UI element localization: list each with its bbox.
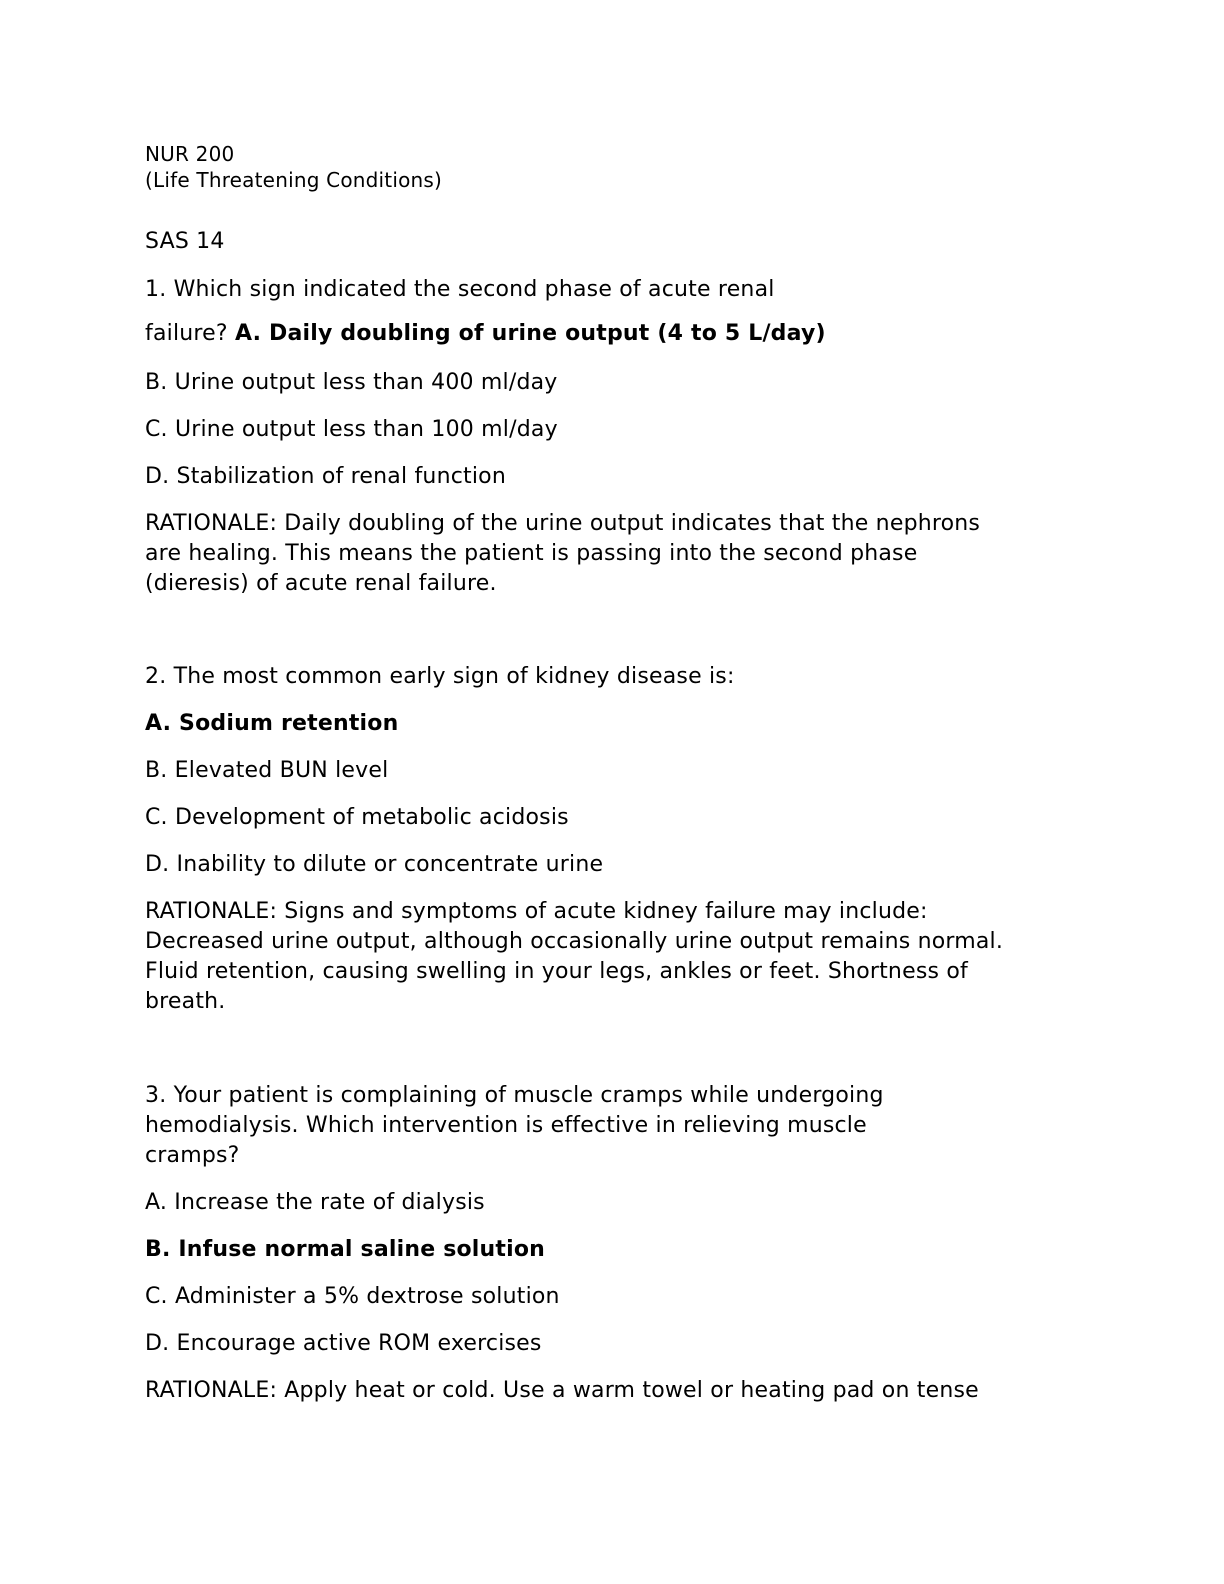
q1-option-d: D. Stabilization of renal function	[145, 464, 506, 489]
q1-option-c: C. Urine output less than 100 ml/day	[145, 417, 558, 442]
q1-rationale-line3: (dieresis) of acute renal failure.	[145, 571, 497, 596]
q2-rationale-line1: RATIONALE: Signs and symptoms of acute kidney failure may include:	[145, 899, 928, 924]
q1-option-a-answer: A. Daily doubling of urine output (4 to 5 L/day)	[234, 321, 826, 346]
q1-option-b: B. Urine output less than 400 ml/day	[145, 370, 558, 395]
q1-stem-line2	[145, 319, 826, 349]
q1-rationale-line1: RATIONALE: Daily doubling of the urine output indicates that the nephrons	[145, 511, 981, 536]
q2-option-d: D. Inability to dilute or concentrate urine	[145, 852, 604, 877]
q3-stem-line1: 3. Your patient is complaining of muscle cramps while undergoing	[145, 1083, 884, 1108]
q3-rationale-line1: RATIONALE: Apply heat or cold. Use a warm towel or heating pad on tense	[145, 1378, 979, 1403]
q1-stem-continuation: failure?	[145, 321, 235, 346]
q2-stem: 2. The most common early sign of kidney disease is:	[145, 664, 735, 689]
sas-number: SAS 14	[145, 229, 225, 254]
q3-option-c: C. Administer a 5% dextrose solution	[145, 1284, 560, 1309]
q3-option-b-answer: B. Infuse normal saline solution	[145, 1237, 546, 1262]
q2-option-a-answer: A. Sodium retention	[145, 711, 399, 736]
q3-stem-line2: hemodialysis. Which intervention is effective in relieving muscle	[145, 1113, 867, 1138]
q2-option-b: B. Elevated BUN level	[145, 758, 389, 783]
course-subtitle: (Life Threatening Conditions)	[145, 168, 443, 192]
q1-stem-line1: 1. Which sign indicated the second phase of acute renal	[145, 277, 775, 302]
q2-option-c: C. Development of metabolic acidosis	[145, 805, 569, 830]
q2-rationale-line3: Fluid retention, causing swelling in your legs, ankles or feet. Shortness of	[145, 959, 968, 984]
q3-option-a: A. Increase the rate of dialysis	[145, 1190, 485, 1215]
q3-stem-line3: cramps?	[145, 1143, 240, 1168]
q2-rationale-line2: Decreased urine output, although occasionally urine output remains normal.	[145, 929, 1004, 954]
q3-option-d: D. Encourage active ROM exercises	[145, 1331, 542, 1356]
course-code: NUR 200	[145, 142, 235, 166]
q1-rationale-line2: are healing. This means the patient is passing into the second phase	[145, 541, 918, 566]
q2-rationale-line4: breath.	[145, 989, 226, 1014]
